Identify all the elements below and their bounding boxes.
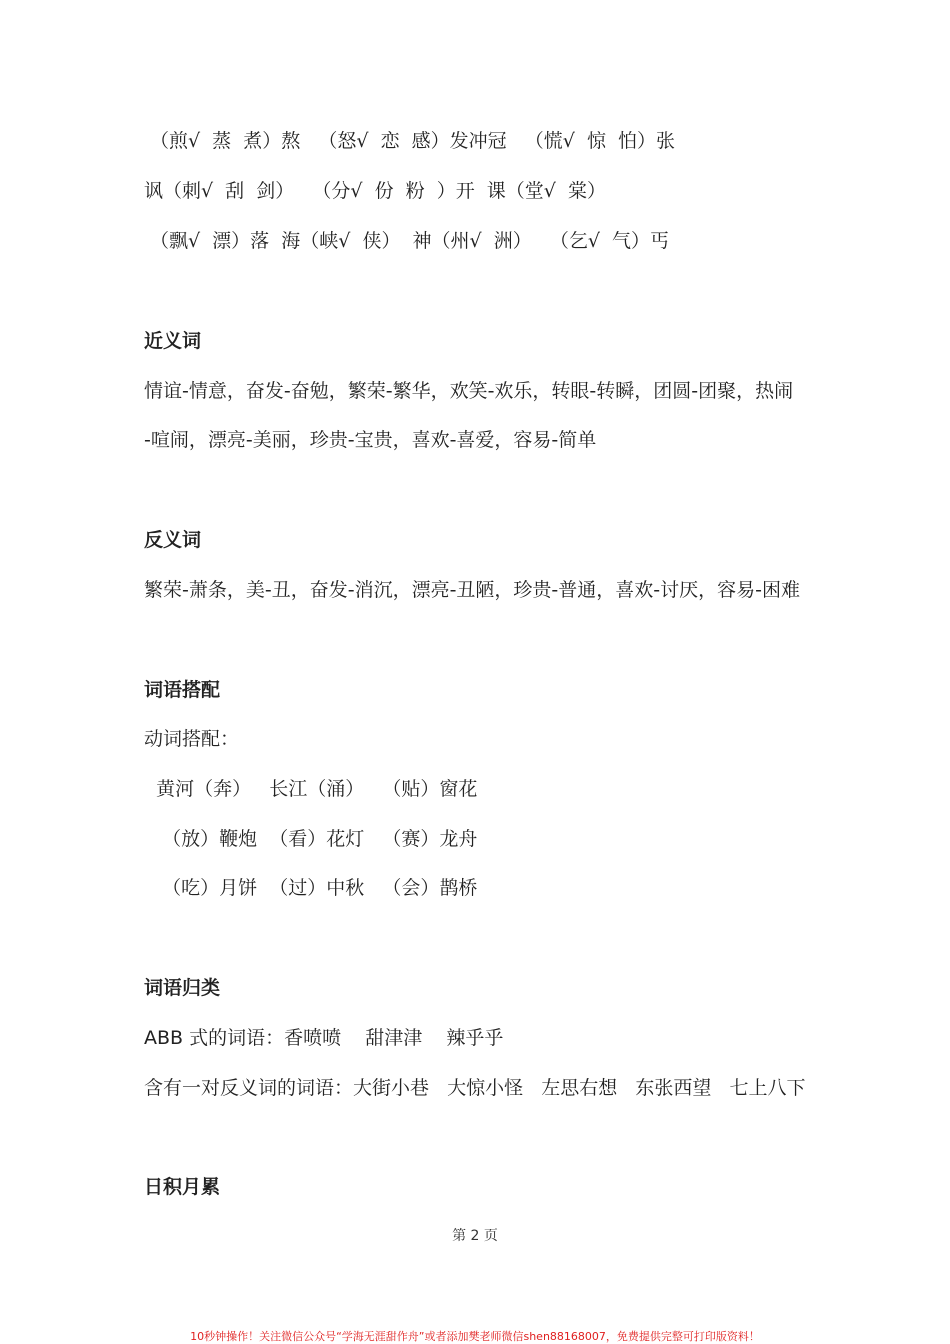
synonyms-line-2: -喧闹，漂亮-美丽，珍贵-宝贵，喜欢-喜爱，容易-简单 bbox=[144, 429, 597, 451]
antonyms-heading: 反义词 bbox=[144, 529, 202, 551]
synonyms-heading: 近义词 bbox=[144, 330, 202, 352]
page-number: 第 2 页 bbox=[452, 1228, 498, 1244]
synonyms-line-1: 情谊-情意，奋发-奋勉，繁荣-繁华，欢笑-欢乐，转眼-转瞬，团圆-团聚，热闹 bbox=[144, 380, 794, 402]
collocation-row-1: 黄河（奔） 长江（涌） （贴）窗花 bbox=[144, 778, 478, 800]
collocation-heading: 词语搭配 bbox=[144, 679, 221, 701]
classification-line-2: 含有一对反义词的词语：大街小巷 大惊小怪 左思右想 东张西望 七上八下 bbox=[144, 1077, 806, 1099]
promo-banner: 10秒钟操作！关注微信公众号“学海无涯甜作舟”或者添加樊老师微信shen88168007，免费提供完整可打印版资料！ bbox=[190, 1330, 760, 1343]
classification-heading: 词语归类 bbox=[144, 977, 221, 999]
classification-line-1: ABB 式的词语：香喷喷 甜津津 辣乎乎 bbox=[144, 1027, 504, 1049]
choice-line-2: 讽（刺√ 刮 剑） （分√ 份 粉 ）开 课（堂√ 棠） bbox=[144, 180, 606, 202]
choice-line-1: （煎√ 蒸 煮）熬 （怒√ 恋 感）发冲冠 （慌√ 惊 怕）张 bbox=[150, 130, 676, 152]
collocation-subheading: 动词搭配： bbox=[144, 728, 240, 750]
antonyms-line-1: 繁荣-萧条，美-丑，奋发-消沉，漂亮-丑陋，珍贵-普通，喜欢-讨厌，容易-困难 bbox=[144, 579, 800, 601]
accumulation-heading: 日积月累 bbox=[144, 1176, 221, 1198]
choice-line-3: （飘√ 漂）落 海（峡√ 侠） 神（州√ 洲） （乞√ 气）丐 bbox=[150, 230, 670, 252]
collocation-row-3: （吃）月饼 （过）中秋 （会）鹊桥 bbox=[144, 877, 478, 899]
collocation-row-2: （放）鞭炮 （看）花灯 （赛）龙舟 bbox=[144, 828, 478, 850]
